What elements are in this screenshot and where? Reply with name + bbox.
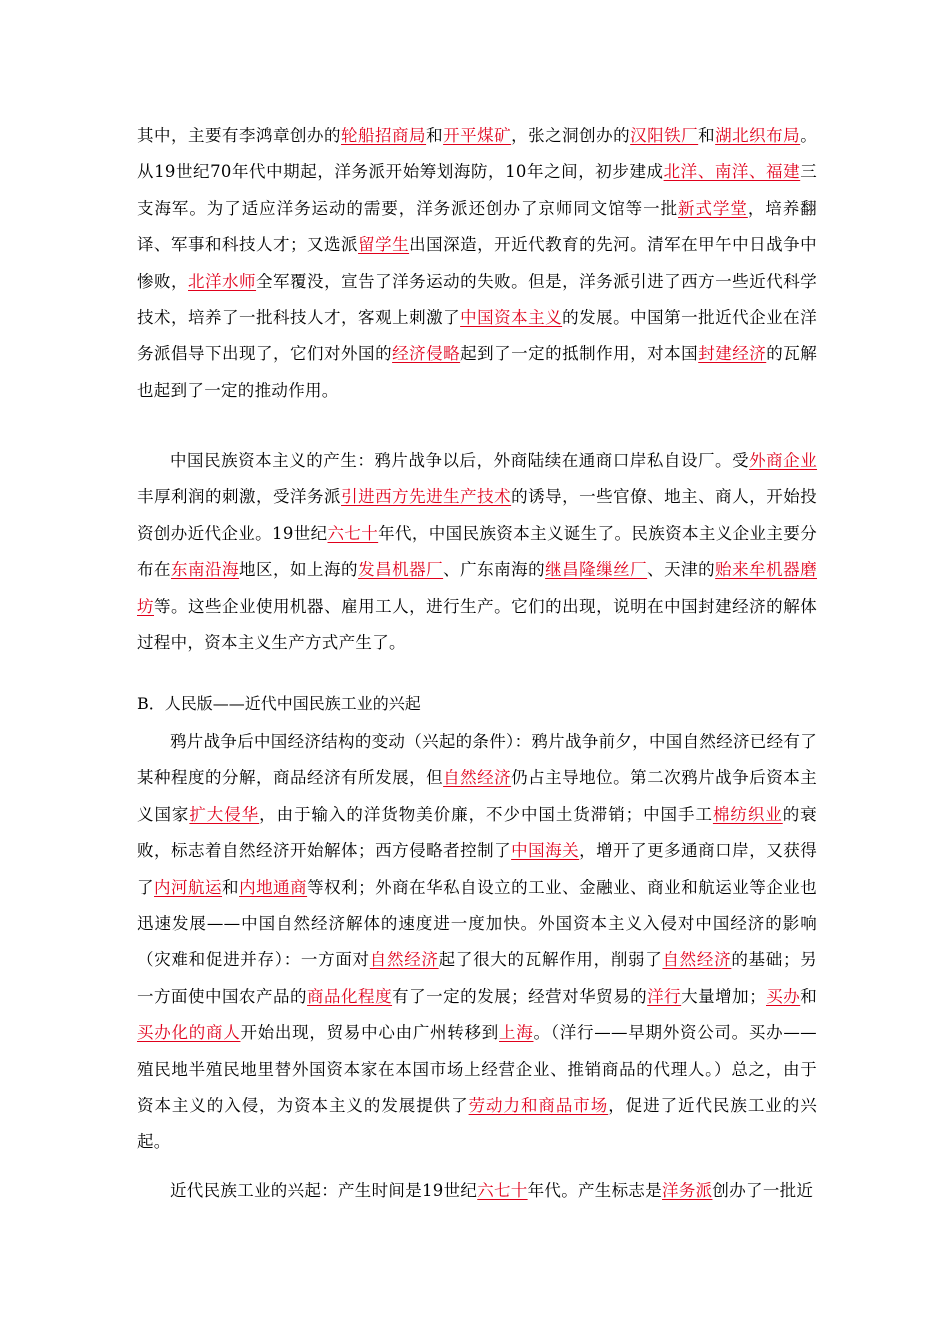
keyword-highlight: 内河航运 <box>154 877 223 897</box>
keyword-highlight: 自然经济 <box>662 950 732 970</box>
keyword-highlight: 上海 <box>499 1023 534 1043</box>
text-run: 鸦片战争后中国经济结构的变动（兴起的条件）：鸦片战争前夕，中国自然经济已经有了某种程度的分解，商品经济有所发展，但 <box>137 732 817 788</box>
text-run: 的瓦解也起到了一定的推动作用。 <box>137 344 818 400</box>
keyword-highlight: 中国海关 <box>511 841 580 861</box>
text-run: 开始出现，贸易中心由广州转移到 <box>240 1023 500 1043</box>
text-run: 年代。产生标志是 <box>527 1181 663 1200</box>
keyword-highlight: 贻来牟机器磨坊 <box>137 560 817 616</box>
text-run: 其中，主要有李鸿章创办的 <box>137 126 342 145</box>
keyword-highlight: 北洋水师 <box>188 271 257 291</box>
keyword-highlight: 发昌机器厂 <box>358 560 444 580</box>
keyword-highlight: 东南沿海 <box>171 560 240 580</box>
keyword-highlight: 洋行 <box>647 986 682 1006</box>
keyword-highlight: 引进西方先进生产技术 <box>341 487 512 507</box>
text-run: 。从19世纪70年代中期起，洋务派开始筹划海防，10年之间，初步建成 <box>137 126 818 182</box>
section-heading: B．人民版——近代中国民族工业的兴起 <box>137 694 421 713</box>
keyword-highlight: 棉纺织业 <box>712 804 783 824</box>
paragraph-economic-structure <box>137 724 817 1161</box>
keyword-highlight: 六七十 <box>477 1181 528 1200</box>
keyword-highlight: 自然经济 <box>369 950 439 970</box>
text-run: 的诱导，一些官僚、地主、商人，开始投资创办近代企业。19世纪 <box>137 487 818 543</box>
keyword-highlight: 新式学堂 <box>678 198 748 218</box>
text-run: 的基础；另一方面使中国农产品的 <box>137 950 818 1006</box>
text-run: 。（洋行——早期外资公司。买办——殖民地半殖民地里替外国资本家在本国市场上经营企业、推销商品的代理人。）总之，由于资本主义的入侵，为资本主义的发展提供了 <box>137 1023 817 1116</box>
text-run: 和 <box>698 126 716 145</box>
keyword-highlight: 轮船招商局 <box>341 126 427 145</box>
text-run: ，由于输入的洋货物美价廉，不少中国土货滞销；中国手工 <box>259 804 713 824</box>
keyword-highlight: 继昌隆缫丝厂 <box>545 560 648 580</box>
paragraph-industry-rise <box>137 1173 817 1209</box>
text-run: 的发展。中国第一批近代企业在洋务派倡导下出现了，它们对外国的 <box>137 308 817 364</box>
keyword-highlight: 六七十 <box>327 523 379 543</box>
text-run: 和 <box>426 126 444 145</box>
keyword-highlight: 买办 <box>766 986 801 1006</box>
keyword-highlight: 中国资本主义 <box>460 308 563 328</box>
text-run: ，张之洞创办的 <box>511 126 631 145</box>
text-run: 仍占主导地位。第二次鸦片战争后资本主义国家 <box>137 768 818 824</box>
keyword-highlight: 自然经济 <box>443 768 512 788</box>
keyword-highlight: 汉阳铁厂 <box>630 126 699 145</box>
keyword-highlight: 洋务派 <box>662 1181 713 1200</box>
text-run: 出国深造，开近代教育的先河。清军在甲午中日战争中惨败， <box>137 235 817 291</box>
text-run: 、广东南海的 <box>443 560 546 580</box>
text-run: 的衰败，标志着自然经济开始解体；西方侵略者控制了 <box>137 804 817 861</box>
text-run: 和 <box>222 877 240 897</box>
text-run: 创办了一批近 <box>712 1181 814 1200</box>
keyword-highlight: 买办化的商人 <box>137 1023 241 1043</box>
text-run: 起到了一定的抵制作用，对本国 <box>460 344 699 364</box>
text-run: 大量增加； <box>681 986 766 1006</box>
keyword-highlight: 封建经济 <box>698 344 767 364</box>
paragraph-yangwu-summary <box>137 118 817 409</box>
text-run: 、天津的 <box>647 560 716 580</box>
keyword-highlight: 内地通商 <box>239 877 308 897</box>
text-run: 等。这些企业使用机器、雇用工人，进行生产。它们的出现，说明在中国封建经济的解体过程中，资本主义生产方式产生了。 <box>137 596 817 653</box>
keyword-highlight: 外商企业 <box>749 451 818 470</box>
keyword-highlight: 劳动力和商品市场 <box>468 1096 609 1116</box>
keyword-highlight: 北洋、南洋、福建 <box>663 162 801 182</box>
text-run: 有了一定的发展；经营对华贸易的 <box>392 986 648 1006</box>
text-run: 等权利；外商在华私自设立的工业、金融业、商业和航运业等企业也迅速发展——中国自然经济解体的速度进一度加快。外国资本主义入侵对中国经济的影响（灾难和促进并存）：一方面对 <box>137 877 818 970</box>
text-run: 近代民族工业的兴起：产生时间是19世纪 <box>170 1181 478 1200</box>
keyword-highlight: 商品化程度 <box>307 986 393 1006</box>
text-run: 地区，如上海的 <box>239 560 359 580</box>
text-run: ，培养翻译、军事和科技人才；又选派 <box>137 198 817 255</box>
text-run: 丰厚利润的刺激，受洋务派 <box>137 487 342 507</box>
text-run: ，促进了近代民族工业的兴起。 <box>137 1096 817 1152</box>
text-run: 三支海军。为了适应洋务运动的需要，洋务派还创办了京师同文馆等一批 <box>137 162 817 218</box>
text-run: ，增开了更多通商口岸，又获得了 <box>137 841 818 897</box>
text-run: 起了很大的瓦解作用，削弱了 <box>438 950 663 970</box>
keyword-highlight: 扩大侵华 <box>189 804 260 824</box>
text-run: 全军覆没，宣告了洋务运动的失败。但是，洋务派引进了西方一些近代科学技术，培养了一批科技人才，客观上刺激了 <box>137 271 817 328</box>
keyword-highlight: 开平煤矿 <box>443 126 512 145</box>
text-run: 年代，中国民族资本主义诞生了。民族资本主义企业主要分布在 <box>137 523 817 580</box>
paragraph-national-capitalism <box>137 443 817 661</box>
text-run: 和 <box>800 986 818 1006</box>
keyword-highlight: 经济侵略 <box>392 344 461 364</box>
keyword-highlight: 留学生 <box>358 235 410 255</box>
keyword-highlight: 湖北织布局 <box>715 126 801 145</box>
text-run: 中国民族资本主义的产生：鸦片战争以后，外商陆续在通商口岸私自设厂。受 <box>170 451 750 470</box>
